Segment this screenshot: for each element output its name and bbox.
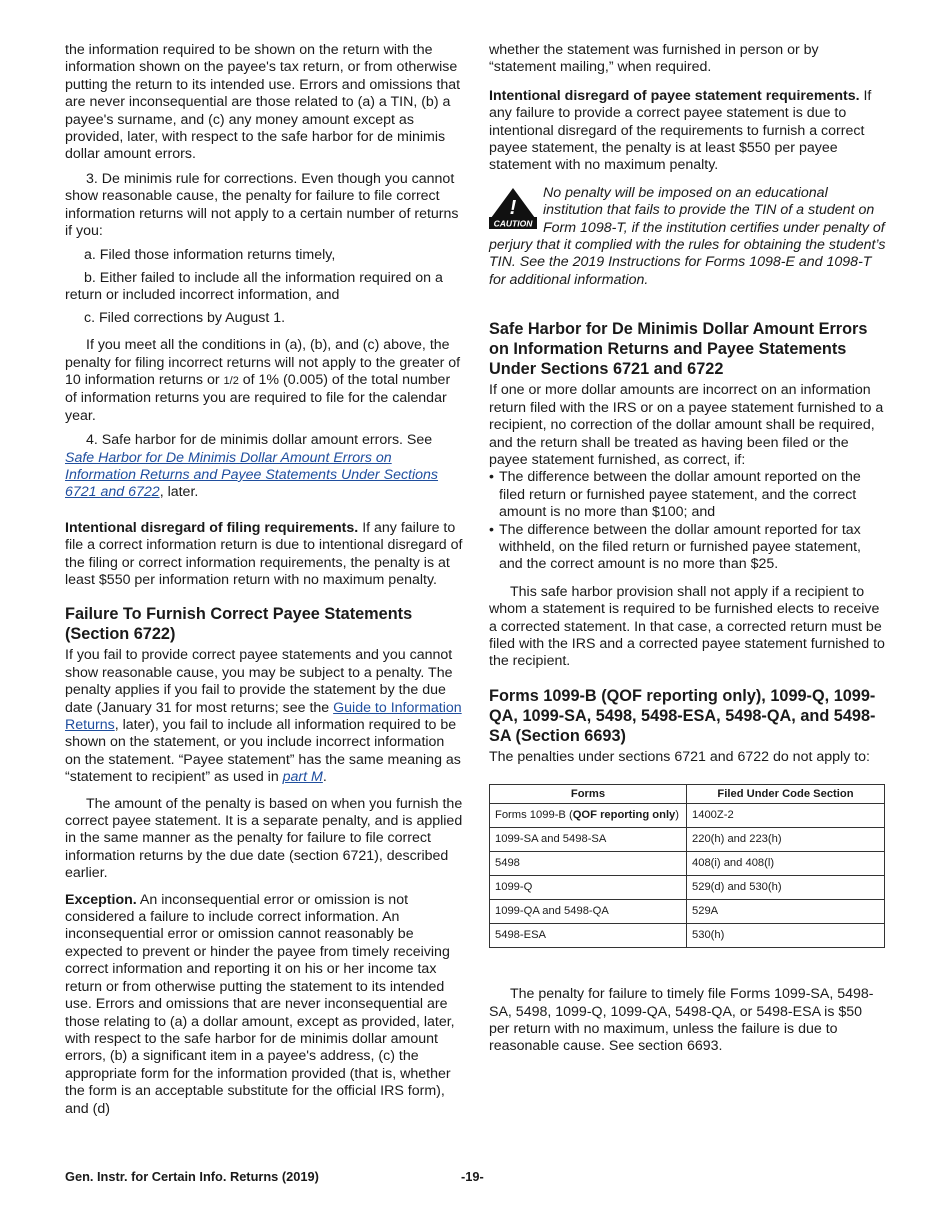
lead-in: Intentional disregard of filing requirements.: [65, 519, 359, 536]
guide-to-information-returns-link[interactable]: Guide to Information Returns: [65, 699, 462, 733]
text: If you fail to provide correct payee statements and you cannot show reasonable cause, you may be subject to a penalty. The penalty applies if you fail to provide the statement by the due date (January 31 for most returns; see the: [65, 647, 453, 716]
safe-harbor-reference-paragraph: [65, 432, 463, 502]
table-cell: 408(i) and 408(l): [687, 852, 885, 876]
text: Forms 1099-B (: [495, 809, 573, 822]
text: An inconsequential error or omission is not considered a failure to include correct information. An inconsequential error or omission cannot reasonably be expected to prevent or hinder the payee from timely receiving correct information and reporting it on his or her income tax return or from otherwise putting the statement to its intended use. Errors and omissions that are never inconsequential are those relating to (a) a dollar amount, except as provided, later, with respect to the safe harbor for de minimis dollar amount errors, (b) a significant item in a payee's address, (c) the appropriate form for the information provided (that is, whether the form is an acceptable substitute for the official IRS form), and (d): [65, 891, 455, 1117]
table-cell: 1099-QA and 5498-QA: [490, 900, 687, 924]
list-item-a: a. Filed those information returns timely,: [84, 247, 336, 264]
column-header: Filed Under Code Section: [687, 785, 885, 804]
table-cell: 1400Z-2: [687, 804, 885, 828]
safe-harbor-link[interactable]: Safe Harbor for De Minimis Dollar Amount Errors on Information Returns and Payee Statements Under Sections 6721 and 6722: [65, 449, 439, 501]
text: .: [322, 769, 327, 786]
section-heading-6693: Forms 1099-B (QOF reporting only), 1099-Q, 1099-QA, 1099-SA, 5498, 5498-ESA, 5498-QA, and 5498-SA (Section 6693): [489, 686, 876, 745]
table-cell: 529A: [687, 900, 885, 924]
table-row: [490, 828, 885, 852]
list-item-c: c. Filed corrections by August 1.: [84, 309, 286, 326]
table-cell: 1099-Q: [490, 876, 687, 900]
paragraph: the information required to be shown on the return with the information shown on the payee's tax return, or from otherwise putting the return to its intended use. Errors and omissions that are never inconsequential are those related to (a) a TIN, (b) a payee's surname, and (c) any money amount except as provided, later, with respect to the safe harbor for de minimis dollar amount errors.: [65, 42, 461, 163]
section-heading-6722: Failure To Furnish Correct Payee Statements (Section 6722): [65, 605, 413, 644]
left-column: [65, 42, 463, 1125]
caution-note: [489, 185, 886, 289]
corrected-statement-paragraph: This safe harbor provision shall not apply if a recipient to whom a statement is required to be furnished elects to receive a corrected statement. In that case, a corrected return must be filed with the IRS and a corrected payee statement furnished to the recipient.: [489, 583, 885, 670]
text: If you meet all the conditions in (a), (b), and (c) above, the penalty for filing incorrect returns will not apply to the greater of 10 information returns or: [65, 337, 461, 388]
caution-icon: [489, 187, 537, 229]
text: If any failure to file a correct information return is due to intentional disregard of the filing or correct information requirements, the penalty is at least $550 per information return with no maximum penalty.: [65, 519, 463, 588]
lead-in: Exception.: [65, 891, 137, 908]
bullet-item: • The difference between the dollar amount reported on the filed return or furnished payee statement, and the correct amount is no more than $100; and: [489, 469, 886, 521]
caution-mark: !: [509, 196, 517, 219]
penalty-6693-paragraph: The penalty for failure to timely file Forms 1099-SA, 5498-SA, 5498, 1099-Q, 1099-QA, 5498-QA, or 5498-ESA is $50 per return with no maximum, unless the failure is due to reasonable cause. See section 6693.: [489, 986, 874, 1055]
intentional-disregard-filing-paragraph: [65, 520, 463, 590]
table-cell: 5498-ESA: [490, 924, 687, 948]
safe-harbor-paragraph: If one or more dollar amounts are incorrect on an information return filed with the IRS or on a payee statement furnished to a recipient, no correction of the dollar amount shall be required, and the return shall be treated as having been filed or the payee statement furnished, as correct, if:: [489, 382, 884, 468]
bold-text: QOF reporting only: [572, 809, 676, 822]
text: , later), you fail to include all information required to be shown on the statement, or you include incorrect information on the statement. “Payee statement” has the same meaning as “statement to recipient” as used in: [65, 717, 461, 786]
text: , later.: [159, 484, 199, 501]
penalties-not-apply-paragraph: The penalties under sections 6721 and 6722 do not apply to:: [489, 748, 870, 765]
table-row: [490, 804, 885, 828]
text: 4. Safe harbor for de minimis dollar amount errors. See: [86, 432, 433, 449]
column-header: Forms: [490, 785, 687, 804]
table-header-row: [490, 785, 885, 804]
right-column: [489, 42, 886, 1063]
table-row: [490, 900, 885, 924]
paragraph: whether the statement was furnished in person or by “statement mailing,” when required.: [489, 42, 819, 76]
forms-table: [489, 784, 885, 948]
table-row: [490, 924, 885, 948]
text: of 1% (0.005) of the total number of information returns you are required to file for the calendar year.: [65, 371, 451, 424]
table-cell: 1099-SA and 5498-SA: [490, 828, 687, 852]
table-cell: 220(h) and 223(h): [687, 828, 885, 852]
caution-text: No penalty will be imposed on an educational institution that fails to provide the TIN of a student on Form 1098-T, if the institution certifies under penalty of perjury that it complied with the rules for obtaining the student’s TIN. See the 2019 Instructions for Forms 1098-E and 1098-T for additional information.: [489, 184, 886, 288]
table-cell: 529(d) and 530(h): [687, 876, 885, 900]
table-cell: 5498: [490, 852, 687, 876]
text: If any failure to provide a correct payee statement is due to intentional disregard of the requirements to furnish a correct payee statement, the penalty is at least $550 per payee statement with no maximum penalty.: [489, 87, 872, 174]
fraction: 1/2: [223, 374, 239, 387]
table-cell: [490, 804, 687, 828]
penalty-amount-paragraph: The amount of the penalty is based on when you furnish the correct payee statement. It is a separate penalty, and is applied in the same manner as the penalty for failure to file correct information returns by the due date (section 6721), described earlier.: [65, 795, 463, 882]
section-heading-safe-harbor: Safe Harbor for De Minimis Dollar Amount Errors on Information Returns and Payee Statements Under Sections 6721 and 6722: [489, 320, 868, 379]
exception-paragraph: [65, 892, 463, 1118]
de-minimis-rule-paragraph: 3. De minimis rule for corrections. Even though you cannot show reasonable cause, the penalty for failure to file correct information returns will not apply to a certain number of returns if you:: [65, 170, 459, 240]
bullet-item: • The difference between the dollar amount reported for tax withheld, on the filed return or furnished payee statement, and the correct amount is no more than $25.: [489, 522, 886, 574]
table-row: [490, 876, 885, 900]
part-m-link[interactable]: part M: [282, 769, 323, 786]
table-row: [490, 852, 885, 876]
conditions-paragraph: [65, 337, 463, 425]
page-number: -19-: [461, 1169, 484, 1184]
footer-title: Gen. Instr. for Certain Info. Returns (2019): [65, 1169, 319, 1184]
text: ): [675, 809, 680, 822]
furnish-paragraph: [65, 647, 463, 786]
list-item-b: b. Either failed to include all the information required on a return or included incorrect information, and: [65, 269, 443, 304]
lead-in: Intentional disregard of payee statement requirements.: [489, 87, 860, 104]
intentional-disregard-payee-paragraph: [489, 88, 886, 175]
caution-label: CAUTION: [493, 218, 533, 229]
table-cell: 530(h): [687, 924, 885, 948]
